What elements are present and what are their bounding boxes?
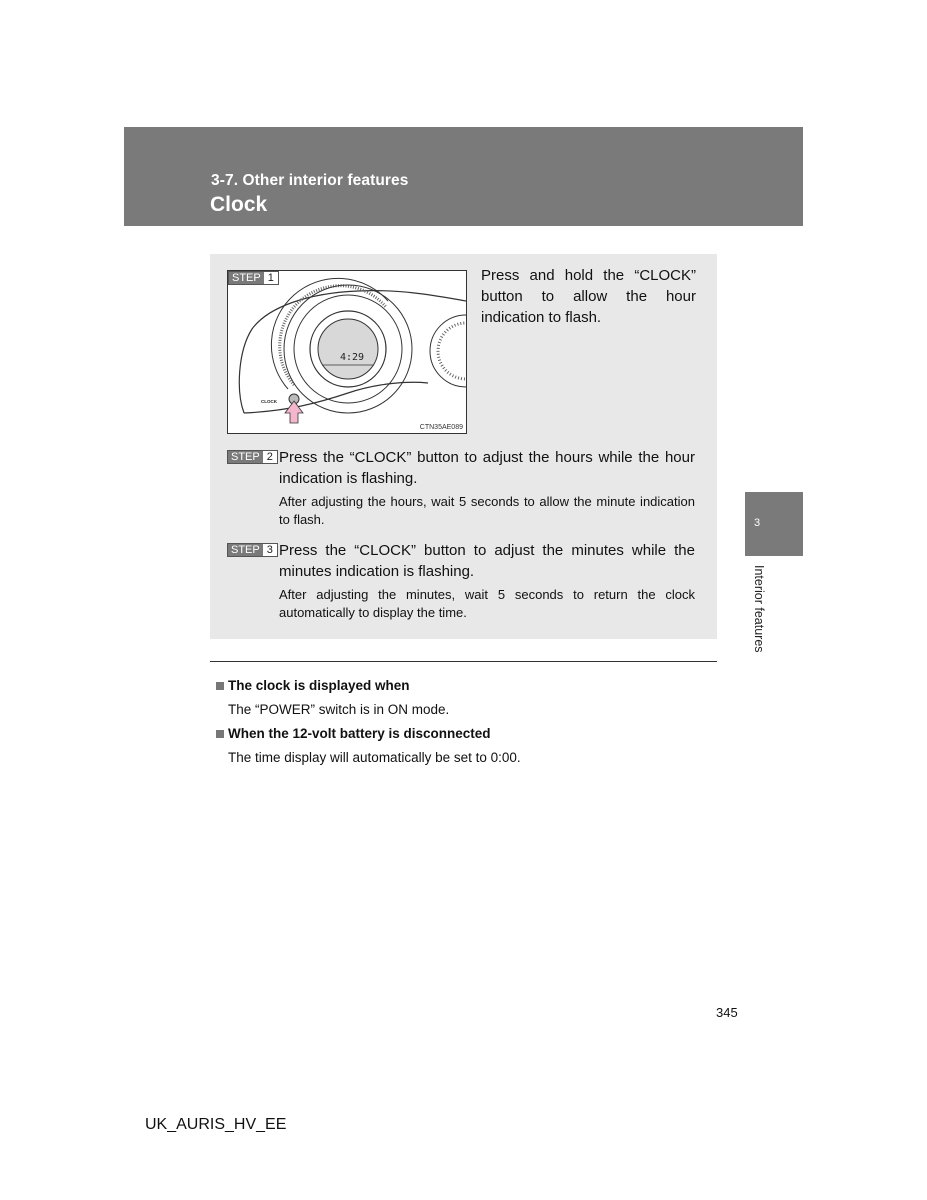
page-number: 345 — [716, 1005, 738, 1020]
chapter-tab[interactable] — [745, 492, 803, 556]
instrument-cluster-illustration — [227, 270, 467, 434]
step-badge: STEP 2 — [227, 450, 278, 464]
note-body: The time display will automatically be set to 0:00. — [228, 750, 521, 765]
step-3-text: Press the “CLOCK” button to adjust the minutes while the minutes indication is flashing. — [279, 542, 695, 580]
page-title: Clock — [210, 193, 268, 216]
step-badge: STEP 1 — [228, 271, 279, 285]
step-1-text: Press and hold the “CLOCK” button to allow the hour indication to flash. — [481, 267, 696, 326]
step-badge: STEP 3 — [227, 543, 278, 557]
cluster-drawing — [228, 271, 467, 434]
square-bullet-icon — [216, 682, 224, 690]
step-3-note: After adjusting the minutes, wait 5 seconds to return the clock automatically to display the time. — [279, 587, 695, 620]
step-2-text: Press the “CLOCK” button to adjust the hours while the hour indication is flashing. — [279, 449, 695, 487]
divider — [210, 661, 717, 662]
square-bullet-icon — [216, 730, 224, 738]
note-heading: When the 12-volt battery is disconnected — [216, 726, 491, 741]
footer-code: UK_AURIS_HV_EE — [145, 1116, 287, 1133]
chapter-tab-label: Interior features — [752, 565, 766, 653]
chapter-number: 3 — [754, 517, 761, 529]
figure-code: CTN35AE089 — [419, 424, 463, 431]
section-label: 3-7. Other interior features — [211, 172, 409, 189]
clock-button-label: CLOCK — [261, 399, 277, 404]
arrow-icon — [285, 401, 303, 423]
chapter-header — [124, 127, 803, 226]
note-heading: The clock is displayed when — [216, 678, 410, 693]
note-body: The “POWER” switch is in ON mode. — [228, 702, 450, 717]
step-2-note: After adjusting the hours, wait 5 seconds to allow the minute indication to flash. — [279, 494, 695, 527]
display-time: 4:29 — [340, 352, 365, 363]
